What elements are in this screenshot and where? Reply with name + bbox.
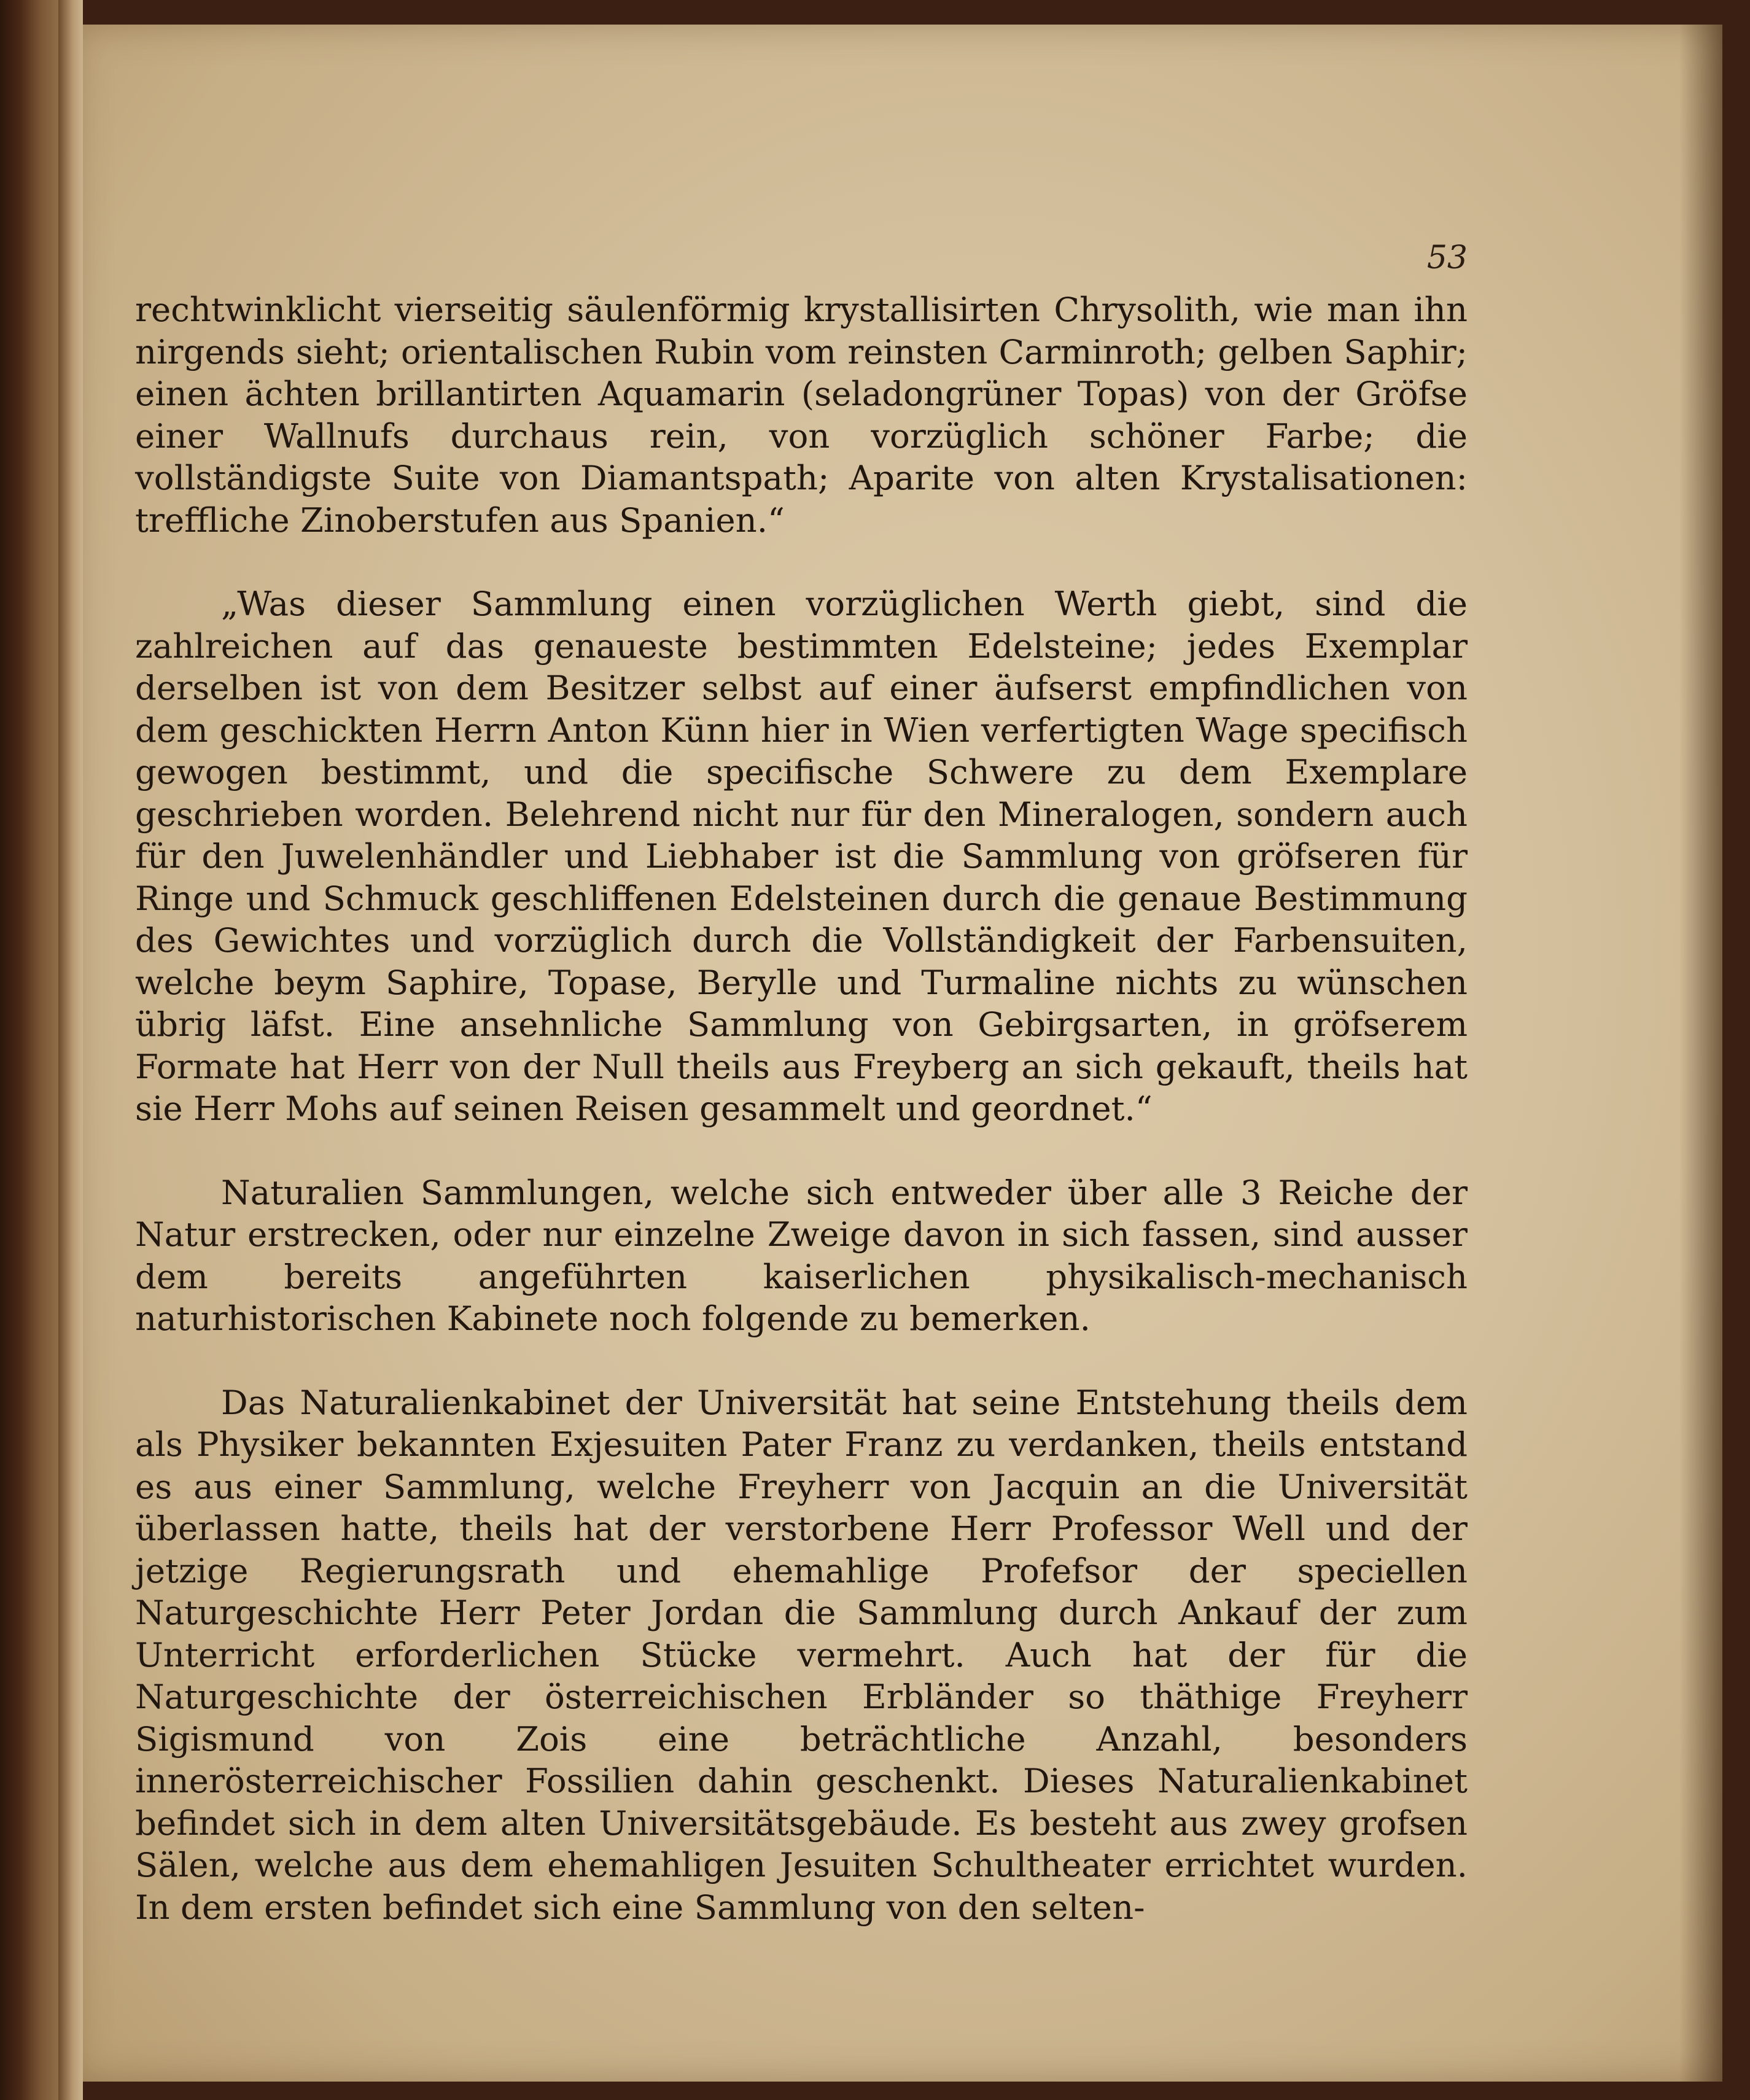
book-spine-edge <box>0 0 68 2100</box>
paragraph-3: Naturalien Sammlungen, welche sich entweder über alle 3 Reiche der Natur erstrecken, oder nur einzelne Zweige davon in sich fassen, sind ausser dem bereits angeführten kaiserlichen physikalisch-mechanisch naturhistorischen Kabinete noch folgende zu bemerken. <box>135 1172 1468 1338</box>
body-text <box>135 289 1468 1928</box>
paragraph-2: „Was dieser Sammlung einen vorzüglichen Werth giebt, sind die zahlreichen auf das genaueste bestimmten Edelsteine; jedes Exemplar derselben ist von dem Besitzer selbst auf einer äufserst empfindlichen von dem geschickten Herrn Anton Künn hier in Wien verfertigten Wage specifisch gewogen bestimmt, und die specifische Schwere zu dem Exemplare geschrieben worden. Belehrend nicht nur für den Mineralogen, sondern auch für den Juwelenhändler und Liebhaber ist die Sammlung von gröfseren für Ringe und Schmuck geschliffenen Edelsteinen durch die genaue Bestimmung des Gewichtes und vorzüglich durch die Vollständigkeit der Farbensuiten, welche beym Saphire, Topase, Berylle und Turmaline nichts zu wünschen übrig läfst. Eine ansehnliche Sammlung von Gebirgsarten, in gröfserem Formate hat Herr von der Null theils aus Freyberg an sich gekauft, theils hat sie Herr Mohs auf seinen Reisen gesammelt und geordnet.“ <box>135 584 1468 1128</box>
page-gutter <box>58 0 83 2100</box>
page-edge-shadow <box>1679 25 1722 2082</box>
page-number: 53 <box>1426 239 1468 276</box>
paragraph-1: rechtwinklicht vierseitig säulenförmig krystallisirten Chrysolith, wie man ihn nirgends sieht; orientalischen Rubin vom reinsten Carminroth; gelben Saphir; einen ächten brillantirten Aquamarin (seladongrüner Topas) von der Gröfse einer Wallnufs durchaus rein, von vorzüglich schöner Farbe; die vollständigste Suite von Diamantspath; Aparite von alten Krystalisationen: treffliche Zinoberstufen aus Spanien.“ <box>135 290 1468 540</box>
paragraph-4: Das Naturalienkabinet der Universität hat seine Entstehung theils dem als Physiker bekannten Exjesuiten Pater Franz zu verdanken, theils entstand es aus einer Sammlung, welche Freyherr von Jacquin an die Universität überlassen hatte, theils hat der verstorbene Herr Professor Well und der jetzige Regierungsrath und ehemahlige Profefsor der speciellen Naturgeschichte Herr Peter Jordan die Sammlung durch Ankauf der zum Unterricht erforderlichen Stücke vermehrt. Auch hat der für die Naturgeschichte der österreichischen Erbländer so thäthige Freyherr Sigismund von Zois eine beträchtliche Anzahl, besonders innerösterreichischer Fossilien dahin geschenkt. Dieses Naturalienkabinet befindet sich in dem alten Universitätsgebäude. Es besteht aus zwey grofsen Sälen, welche aus dem ehemahligen Jesuiten Schultheater errichtet wurden. In dem ersten befindet sich eine Sammlung von den selten- <box>135 1382 1468 1927</box>
